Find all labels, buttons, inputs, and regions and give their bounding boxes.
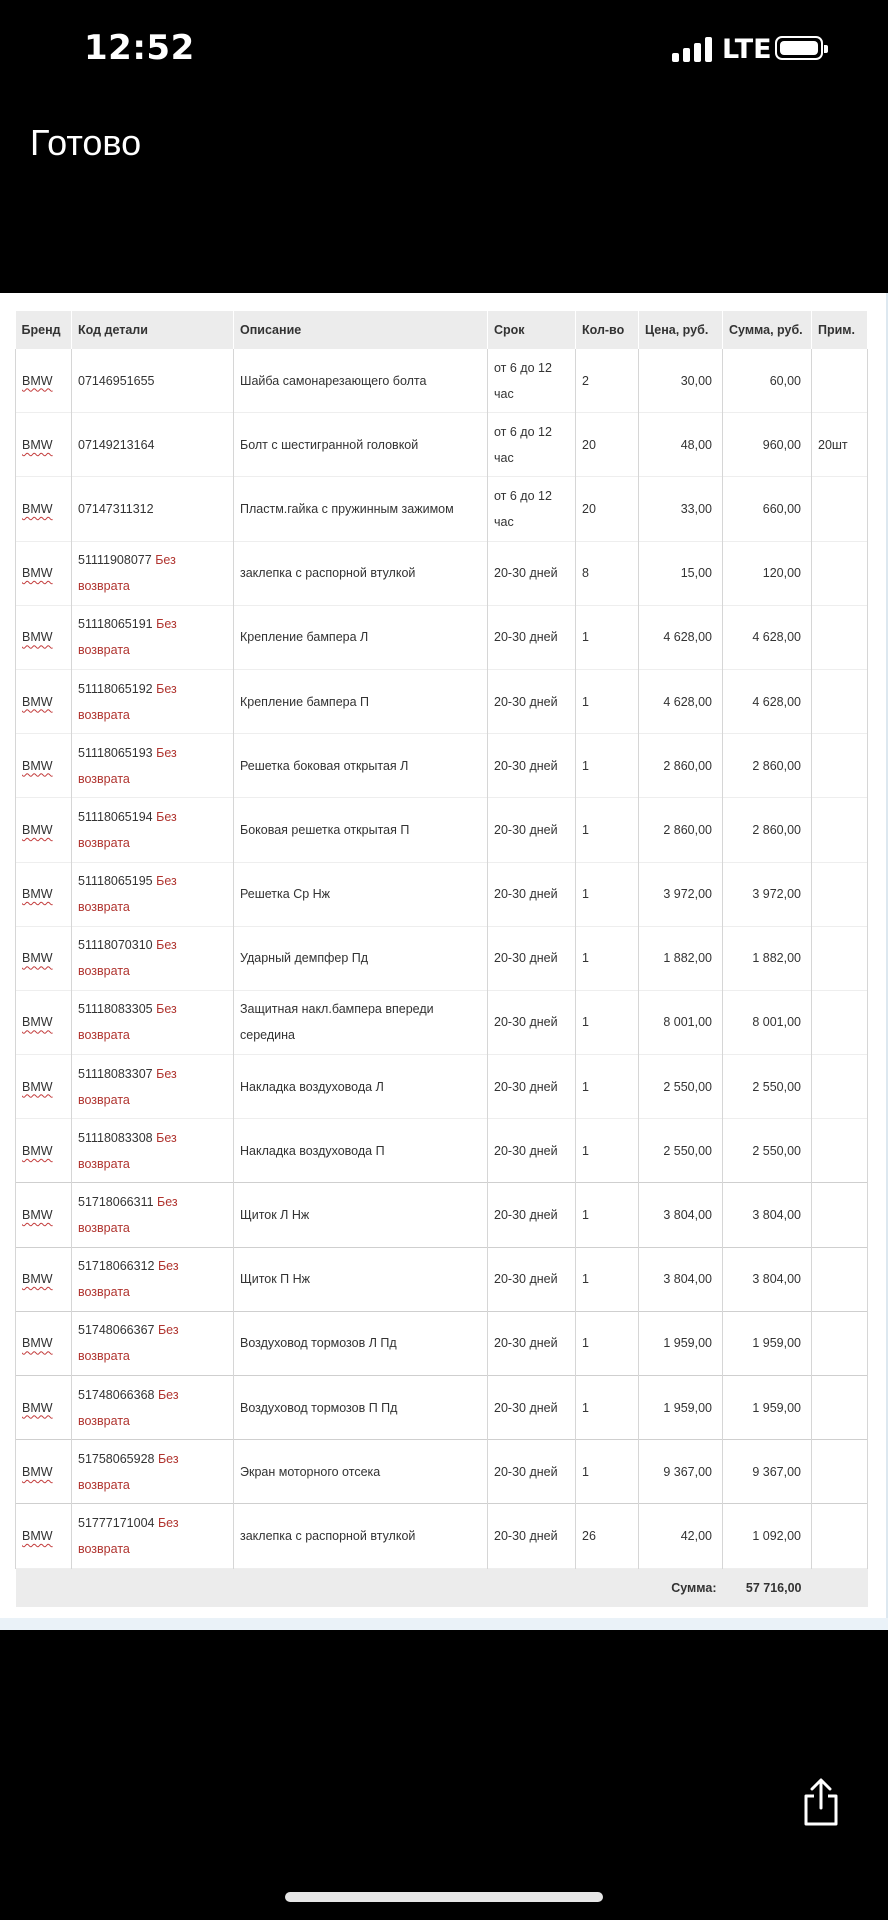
total-value: 57 716,00: [723, 1568, 812, 1607]
cell-brand: [16, 669, 72, 733]
part-code: 51118065191: [78, 617, 153, 632]
cell-code: [72, 1247, 234, 1311]
cell-sum: 3 972,00: [723, 862, 812, 926]
cell-code: [72, 605, 234, 669]
cell-sum: 660,00: [723, 477, 812, 541]
no-return-label: Без возврата: [78, 1323, 179, 1364]
cell-note: [812, 1311, 868, 1375]
cell-term: 20-30 дней: [488, 734, 576, 798]
brand-name: BMW: [22, 373, 53, 388]
part-code: 51748066368: [78, 1387, 155, 1402]
cell-code: [72, 862, 234, 926]
network-type: LTE: [722, 34, 772, 65]
table-body: [16, 349, 868, 1568]
cell-description: Шайба самонарезающего болта: [234, 349, 488, 413]
cell-description: заклепка с распорной втулкой: [234, 1504, 488, 1568]
part-code: 51718066311: [78, 1195, 154, 1210]
table-row: [16, 862, 868, 926]
table-row: [16, 1376, 868, 1440]
no-return-label: Без возврата: [78, 1130, 177, 1171]
cell-price: 3 972,00: [639, 862, 723, 926]
cell-description: Решетка боковая открытая Л: [234, 734, 488, 798]
cell-code: [72, 990, 234, 1054]
cell-price: 15,00: [639, 541, 723, 605]
no-return-label: Без возврата: [78, 745, 177, 786]
cell-brand: [16, 1247, 72, 1311]
brand-name: BMW: [22, 1400, 53, 1415]
cell-code: [72, 1311, 234, 1375]
cell-term: 20-30 дней: [488, 1055, 576, 1119]
cell-sum: 2 860,00: [723, 798, 812, 862]
part-code: 51111908077: [78, 553, 152, 568]
cell-note: [812, 669, 868, 733]
cell-term: 20-30 дней: [488, 990, 576, 1054]
brand-name: BMW: [22, 437, 53, 452]
cell-price: 2 860,00: [639, 798, 723, 862]
cell-description: Пластм.гайка с пружинным зажимом: [234, 477, 488, 541]
no-return-label: Без возврата: [78, 617, 177, 658]
brand-name: BMW: [22, 1464, 53, 1479]
table-row: [16, 1311, 868, 1375]
part-code: 51118065194: [78, 809, 153, 824]
table-row: [16, 1247, 868, 1311]
cell-code: [72, 798, 234, 862]
cell-term: 20-30 дней: [488, 1247, 576, 1311]
cell-note: [812, 1376, 868, 1440]
cell-note: [812, 541, 868, 605]
cell-code: [72, 477, 234, 541]
cell-brand: [16, 349, 72, 413]
cell-sum: 1 959,00: [723, 1376, 812, 1440]
cell-price: 2 550,00: [639, 1119, 723, 1183]
cell-qty: 1: [576, 1440, 639, 1504]
cell-price: 1 959,00: [639, 1311, 723, 1375]
cell-qty: 8: [576, 541, 639, 605]
table-row: [16, 669, 868, 733]
brand-name: BMW: [22, 694, 53, 709]
header-price: Цена, руб.: [639, 311, 723, 349]
share-icon[interactable]: [800, 1778, 842, 1826]
cell-note: [812, 1247, 868, 1311]
cell-brand: [16, 605, 72, 669]
part-code: 51748066367: [78, 1323, 155, 1338]
cell-qty: 1: [576, 926, 639, 990]
cell-price: 42,00: [639, 1504, 723, 1568]
cell-code: [72, 1055, 234, 1119]
cell-qty: 1: [576, 1247, 639, 1311]
cell-term: 20-30 дней: [488, 1183, 576, 1247]
cell-description: Болт с шестигранной головкой: [234, 413, 488, 477]
brand-name: BMW: [22, 1336, 53, 1351]
part-code: 51118065195: [78, 874, 153, 889]
cell-price: 3 804,00: [639, 1247, 723, 1311]
cell-description: Крепление бампера Л: [234, 605, 488, 669]
part-code: 51118065192: [78, 681, 153, 696]
cell-code: [72, 734, 234, 798]
signal-icon: [672, 36, 716, 62]
cell-sum: 120,00: [723, 541, 812, 605]
cell-term: 20-30 дней: [488, 1311, 576, 1375]
table-row: [16, 1504, 868, 1568]
cell-code: [72, 1119, 234, 1183]
header-description: Описание: [234, 311, 488, 349]
table-row: [16, 349, 868, 413]
table-row: [16, 1055, 868, 1119]
cell-price: 2 860,00: [639, 734, 723, 798]
cell-price: 8 001,00: [639, 990, 723, 1054]
cell-description: Решетка Ср Нж: [234, 862, 488, 926]
table-row: [16, 605, 868, 669]
cell-term: 20-30 дней: [488, 1376, 576, 1440]
cell-sum: 960,00: [723, 413, 812, 477]
cell-note: [812, 1183, 868, 1247]
cell-price: 48,00: [639, 413, 723, 477]
part-code: 07147311312: [78, 501, 154, 516]
cell-qty: 1: [576, 862, 639, 926]
status-time: 12:52: [84, 28, 195, 68]
no-return-label: Без возврата: [78, 1066, 177, 1107]
cell-description: Щиток П Нж: [234, 1247, 488, 1311]
cell-qty: 26: [576, 1504, 639, 1568]
table-row: [16, 734, 868, 798]
cell-term: 20-30 дней: [488, 798, 576, 862]
done-button[interactable]: Готово: [30, 122, 142, 163]
cell-qty: 1: [576, 1055, 639, 1119]
cell-brand: [16, 798, 72, 862]
cell-code: [72, 1183, 234, 1247]
cell-brand: [16, 926, 72, 990]
table-row: [16, 413, 868, 477]
cell-note: [812, 734, 868, 798]
cell-brand: [16, 477, 72, 541]
brand-name: BMW: [22, 1079, 53, 1094]
cell-description: Воздуховод тормозов П Пд: [234, 1376, 488, 1440]
table-row: [16, 1119, 868, 1183]
cell-qty: 20: [576, 477, 639, 541]
cell-term: 20-30 дней: [488, 1504, 576, 1568]
part-code: 51118083305: [78, 1002, 153, 1017]
cell-brand: [16, 1055, 72, 1119]
no-return-label: Без возврата: [78, 1387, 179, 1428]
cell-sum: 2 550,00: [723, 1055, 812, 1119]
cell-qty: 1: [576, 1119, 639, 1183]
cell-code: [72, 541, 234, 605]
header-term: Срок: [488, 311, 576, 349]
brand-name: BMW: [22, 951, 53, 966]
cell-price: 30,00: [639, 349, 723, 413]
cell-code: [72, 413, 234, 477]
cell-brand: [16, 734, 72, 798]
home-indicator[interactable]: [285, 1892, 603, 1902]
table-row: [16, 990, 868, 1054]
cell-note: [812, 349, 868, 413]
cell-price: 1 959,00: [639, 1376, 723, 1440]
cell-code: [72, 1504, 234, 1568]
table-header: [16, 311, 868, 349]
cell-note: [812, 605, 868, 669]
cell-sum: 4 628,00: [723, 669, 812, 733]
header-qty: Кол-во: [576, 311, 639, 349]
cell-brand: [16, 413, 72, 477]
no-return-label: Без возврата: [78, 809, 177, 850]
cell-brand: [16, 862, 72, 926]
no-return-label: Без возврата: [78, 938, 177, 979]
brand-name: BMW: [22, 758, 53, 773]
total-label: Сумма:: [639, 1568, 723, 1607]
cell-term: 20-30 дней: [488, 1440, 576, 1504]
cell-sum: 2 860,00: [723, 734, 812, 798]
cell-sum: 2 550,00: [723, 1119, 812, 1183]
header-brand: Бренд: [16, 311, 72, 349]
part-code: 07146951655: [78, 373, 155, 388]
cell-price: 1 882,00: [639, 926, 723, 990]
cell-price: 3 804,00: [639, 1183, 723, 1247]
cell-term: 20-30 дней: [488, 862, 576, 926]
part-code: 51777171004: [78, 1515, 155, 1530]
brand-name: BMW: [22, 1272, 53, 1287]
cell-description: Ударный демпфер Пд: [234, 926, 488, 990]
cell-price: 33,00: [639, 477, 723, 541]
brand-name: BMW: [22, 1143, 53, 1158]
header-sum: Сумма, руб.: [723, 311, 812, 349]
cell-note: [812, 1504, 868, 1568]
table-row: [16, 541, 868, 605]
cell-price: 2 550,00: [639, 1055, 723, 1119]
cell-qty: 1: [576, 1311, 639, 1375]
brand-name: BMW: [22, 887, 53, 902]
header-note: Прим.: [812, 311, 868, 349]
cell-sum: 8 001,00: [723, 990, 812, 1054]
cell-qty: 1: [576, 798, 639, 862]
cell-sum: 3 804,00: [723, 1183, 812, 1247]
cell-brand: [16, 541, 72, 605]
part-code: 51118070310: [78, 938, 153, 953]
part-code: 51118065193: [78, 745, 153, 760]
status-bar: [0, 0, 888, 100]
cell-description: Накладка воздуховода Л: [234, 1055, 488, 1119]
cell-sum: 3 804,00: [723, 1247, 812, 1311]
cell-qty: 1: [576, 990, 639, 1054]
cell-brand: [16, 1504, 72, 1568]
cell-qty: 1: [576, 669, 639, 733]
cell-code: [72, 349, 234, 413]
document-viewer[interactable]: [0, 293, 888, 1628]
cell-code: [72, 1376, 234, 1440]
no-return-label: Без возврата: [78, 1515, 179, 1556]
order-sheet: [15, 311, 857, 1607]
cell-code: [72, 926, 234, 990]
cell-description: Боковая решетка открытая П: [234, 798, 488, 862]
cell-description: Воздуховод тормозов Л Пд: [234, 1311, 488, 1375]
cell-brand: [16, 1183, 72, 1247]
cell-brand: [16, 1311, 72, 1375]
table-row: [16, 798, 868, 862]
cell-price: 4 628,00: [639, 605, 723, 669]
cell-term: от 6 до 12 час: [488, 349, 576, 413]
cell-note: [812, 862, 868, 926]
cell-sum: 1 882,00: [723, 926, 812, 990]
battery-icon: [775, 36, 823, 60]
cell-term: 20-30 дней: [488, 669, 576, 733]
cell-sum: 4 628,00: [723, 605, 812, 669]
part-code: 51118083307: [78, 1066, 153, 1081]
cell-qty: 1: [576, 1376, 639, 1440]
cell-description: заклепка с распорной втулкой: [234, 541, 488, 605]
table-row: [16, 477, 868, 541]
cell-term: 20-30 дней: [488, 605, 576, 669]
brand-name: BMW: [22, 501, 53, 516]
cell-price: 4 628,00: [639, 669, 723, 733]
part-code: 07149213164: [78, 437, 155, 452]
cell-term: 20-30 дней: [488, 541, 576, 605]
cell-sum: 1 959,00: [723, 1311, 812, 1375]
cell-note: [812, 990, 868, 1054]
cell-qty: 2: [576, 349, 639, 413]
no-return-label: Без возврата: [78, 1195, 178, 1236]
cell-brand: [16, 990, 72, 1054]
cell-sum: 1 092,00: [723, 1504, 812, 1568]
brand-name: BMW: [22, 1015, 53, 1030]
header-code: Код детали: [72, 311, 234, 349]
no-return-label: Без возврата: [78, 553, 176, 594]
cell-code: [72, 669, 234, 733]
table-row: [16, 1183, 868, 1247]
cell-description: Крепление бампера П: [234, 669, 488, 733]
table-row: [16, 1440, 868, 1504]
cell-brand: [16, 1440, 72, 1504]
cell-brand: [16, 1376, 72, 1440]
total-row: [16, 1568, 868, 1607]
cell-note: [812, 477, 868, 541]
brand-name: BMW: [22, 566, 53, 581]
order-table: [15, 311, 868, 1607]
no-return-label: Без возврата: [78, 681, 177, 722]
cell-note: [812, 1055, 868, 1119]
cell-qty: 1: [576, 1183, 639, 1247]
cell-price: 9 367,00: [639, 1440, 723, 1504]
cell-qty: 1: [576, 605, 639, 669]
brand-name: BMW: [22, 630, 53, 645]
cell-note: [812, 798, 868, 862]
cell-description: Защитная накл.бампера впереди середина: [234, 990, 488, 1054]
cell-term: от 6 до 12 час: [488, 413, 576, 477]
cell-note: [812, 1119, 868, 1183]
part-code: 51758065928: [78, 1451, 155, 1466]
cell-qty: 20: [576, 413, 639, 477]
cell-brand: [16, 1119, 72, 1183]
cell-term: от 6 до 12 час: [488, 477, 576, 541]
cell-note: [812, 926, 868, 990]
cell-term: 20-30 дней: [488, 1119, 576, 1183]
no-return-label: Без возврата: [78, 1451, 179, 1492]
cell-description: Экран моторного отсека: [234, 1440, 488, 1504]
brand-name: BMW: [22, 1208, 53, 1223]
brand-name: BMW: [22, 1528, 53, 1543]
document-bottom-edge: [0, 1618, 888, 1630]
no-return-label: Без возврата: [78, 1259, 179, 1300]
cell-note: 20шт: [812, 413, 868, 477]
part-code: 51118083308: [78, 1130, 153, 1145]
no-return-label: Без возврата: [78, 1002, 177, 1043]
part-code: 51718066312: [78, 1259, 155, 1274]
no-return-label: Без возврата: [78, 874, 177, 915]
brand-name: BMW: [22, 822, 53, 837]
cell-note: [812, 1440, 868, 1504]
cell-sum: 9 367,00: [723, 1440, 812, 1504]
cell-description: Щиток Л Нж: [234, 1183, 488, 1247]
cell-term: 20-30 дней: [488, 926, 576, 990]
cell-sum: 60,00: [723, 349, 812, 413]
cell-code: [72, 1440, 234, 1504]
cell-description: Накладка воздуховода П: [234, 1119, 488, 1183]
cell-qty: 1: [576, 734, 639, 798]
table-row: [16, 926, 868, 990]
